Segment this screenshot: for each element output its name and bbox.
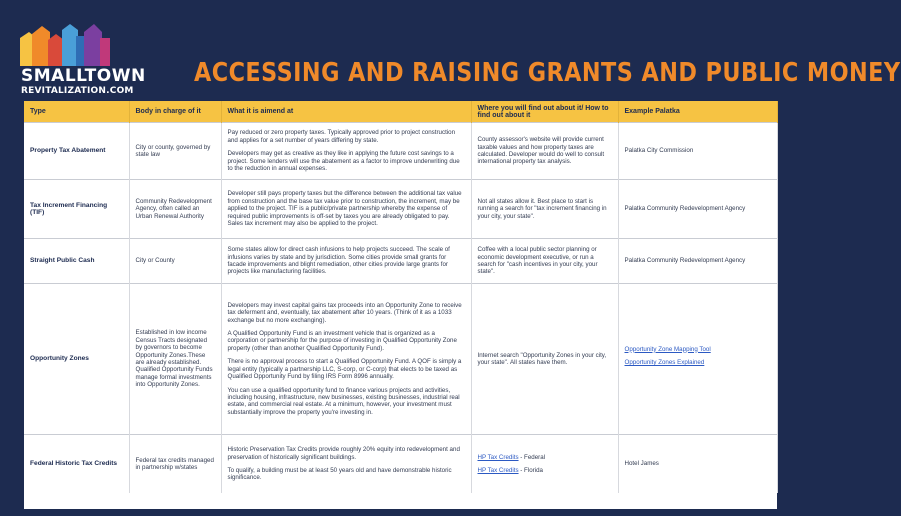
aim-paragraph: Developer still pays property taxes but the difference between the additional tax value from construction and the base tax value prior to construction, the increment, may be applied to the project. TIF is a public/private partnership whereby the expense of required public improvements is off-set by taxes you are already obligated to pay. Sales tax increment may also be applied to the project.: [227, 190, 462, 228]
link-suffix: - Florida: [518, 467, 543, 474]
row-aim: [221, 435, 471, 494]
row-find: County assessor's website will provide current taxable values and how property taxes are calculated. Developer would do well to consult international property tax analysis.: [471, 123, 618, 180]
row-type: Opportunity Zones: [24, 284, 129, 435]
row-aim: [221, 284, 471, 435]
aim-paragraph: A Qualified Opportunity Fund is an investment vehicle that is organized as a corporation or partnership for the purpose of investing in Qualified Opportunity Zone property (other than another Qualified Opportunity Fund).: [227, 330, 457, 352]
row-type: Property Tax Abatement: [24, 123, 129, 180]
header-example: Example Palatka: [618, 101, 777, 123]
aim-paragraph: Pay reduced or zero property taxes. Typically approved prior to project construction and applies for a set number of years differing by state.: [227, 129, 456, 144]
table-row: [24, 239, 777, 284]
table-row: [24, 123, 777, 180]
logo-wordmark: SMALLTOWN: [21, 66, 146, 86]
aim-paragraph: To qualify, a building must be at least 50 years old and have demonstrable historic significance.: [227, 467, 452, 482]
row-example: Palatka City Commission: [618, 123, 777, 180]
row-example: Palatka Community Redevelopment Agency: [618, 239, 777, 284]
row-type: Straight Public Cash: [24, 239, 129, 284]
table-row: [24, 284, 777, 435]
header-find: Where you will find out about it/ How to find out about it: [471, 101, 618, 123]
row-aim: [221, 239, 471, 284]
row-find: [471, 435, 618, 494]
row-type: Tax Increment Financing (TIF): [24, 180, 129, 239]
row-body: City or County: [129, 239, 221, 284]
row-example: [618, 284, 777, 435]
opportunity-zones-explained-link[interactable]: Opportunity Zones Explained: [624, 359, 705, 366]
small-town-buildings-icon: [20, 24, 112, 66]
logo: [8, 24, 158, 104]
table-row: [24, 180, 777, 239]
aim-paragraph: Developers may invest capital gains tax proceeds into an Opportunity Zone to receive tax deferment and, eventually, tax abatement after 10 years. (Think of it as a 1033 exchange but no more exchanging).: [227, 301, 462, 324]
row-aim: [221, 123, 471, 180]
row-body: Federal tax credits managed in partnership w/states: [129, 435, 221, 494]
hp-florida-entry: [478, 467, 612, 474]
opportunity-zone-mapping-tool-link[interactable]: Opportunity Zone Mapping Tool: [624, 345, 711, 353]
logo-domain: REVITALIZATION.COM: [21, 86, 134, 96]
row-find: Not all states allow it. Best place to start is running a search for "tax increment financing in your city, your state".: [471, 180, 618, 239]
aim-paragraph: There is no approval process to start a Qualified Opportunity Fund. A QOF is simply a legal entity (typically a partnership LLC, S-corp, or C-corp) that elects to be taxed as Qualified Opportunity Fund by filing IRS Form 8996 annually.: [227, 358, 462, 381]
hp-tax-credits-federal-link[interactable]: HP Tax Credits: [477, 453, 519, 461]
row-find: Coffee with a local public sector planning or economic development executive, or run a search for "cash incentives in your city, your state".: [471, 239, 618, 284]
grants-table: [24, 101, 777, 509]
row-aim: [221, 180, 471, 239]
page-title: ACCESSING AND RAISING GRANTS AND PUBLIC MONEY: [194, 58, 901, 88]
table-row: [24, 435, 777, 494]
aim-paragraph: Developers may get as creative as they like in applying the future cost savings to a project. Some lenders will use the abatement as a factor to improve underwriting due to the reduction in annual expenses.: [227, 150, 460, 173]
aim-paragraph: You can use a qualified opportunity fund to finance various projects and activities, including housing, infrastructure, new businesses, existing businesses, industrial real estate, and commercial real estate. At a minimum, however, your investment must substantially improve the property you're investing in.: [227, 386, 460, 416]
link-suffix: - Federal: [518, 453, 546, 461]
aim-paragraph: Historic Preservation Tax Credits provide roughly 20% equity into redevelopment and preservation of historically significant buildings.: [227, 446, 460, 461]
row-body: City or county, governed by state law: [129, 123, 221, 180]
row-find: Internet search "Opportunity Zones in your city, your state". All states have them.: [471, 284, 618, 435]
row-type: Federal Historic Tax Credits: [24, 435, 129, 494]
table-header-row: [24, 101, 777, 123]
header-type: Type: [24, 101, 129, 123]
header-body: Body in charge of it: [129, 101, 221, 123]
hp-federal-entry: [478, 454, 612, 461]
header-aim: What it is aimend at: [221, 101, 471, 123]
row-example: Palatka Community Redevelopment Agency: [618, 180, 777, 239]
row-example: Hotel James: [618, 435, 777, 494]
hp-tax-credits-florida-link[interactable]: HP Tax Credits: [477, 467, 519, 474]
row-body: Community Redevelopment Agency, often called an Urban Renewal Authority: [129, 180, 221, 239]
row-body: Established in low income Census Tracts designated by governors to become Opportunity Zones.These are already established. Qualified Opportunity Funds manage formal investments into Opportunity Zones.: [129, 284, 221, 435]
aim-paragraph: Some states allow for direct cash infusions to help projects succeed. The scale of infusions varies by state and by jurisdiction. Some cities provide small grants for facade improvements and blight remediation, other cities provide large grants for projects like manufacturing facilities.: [227, 246, 450, 276]
